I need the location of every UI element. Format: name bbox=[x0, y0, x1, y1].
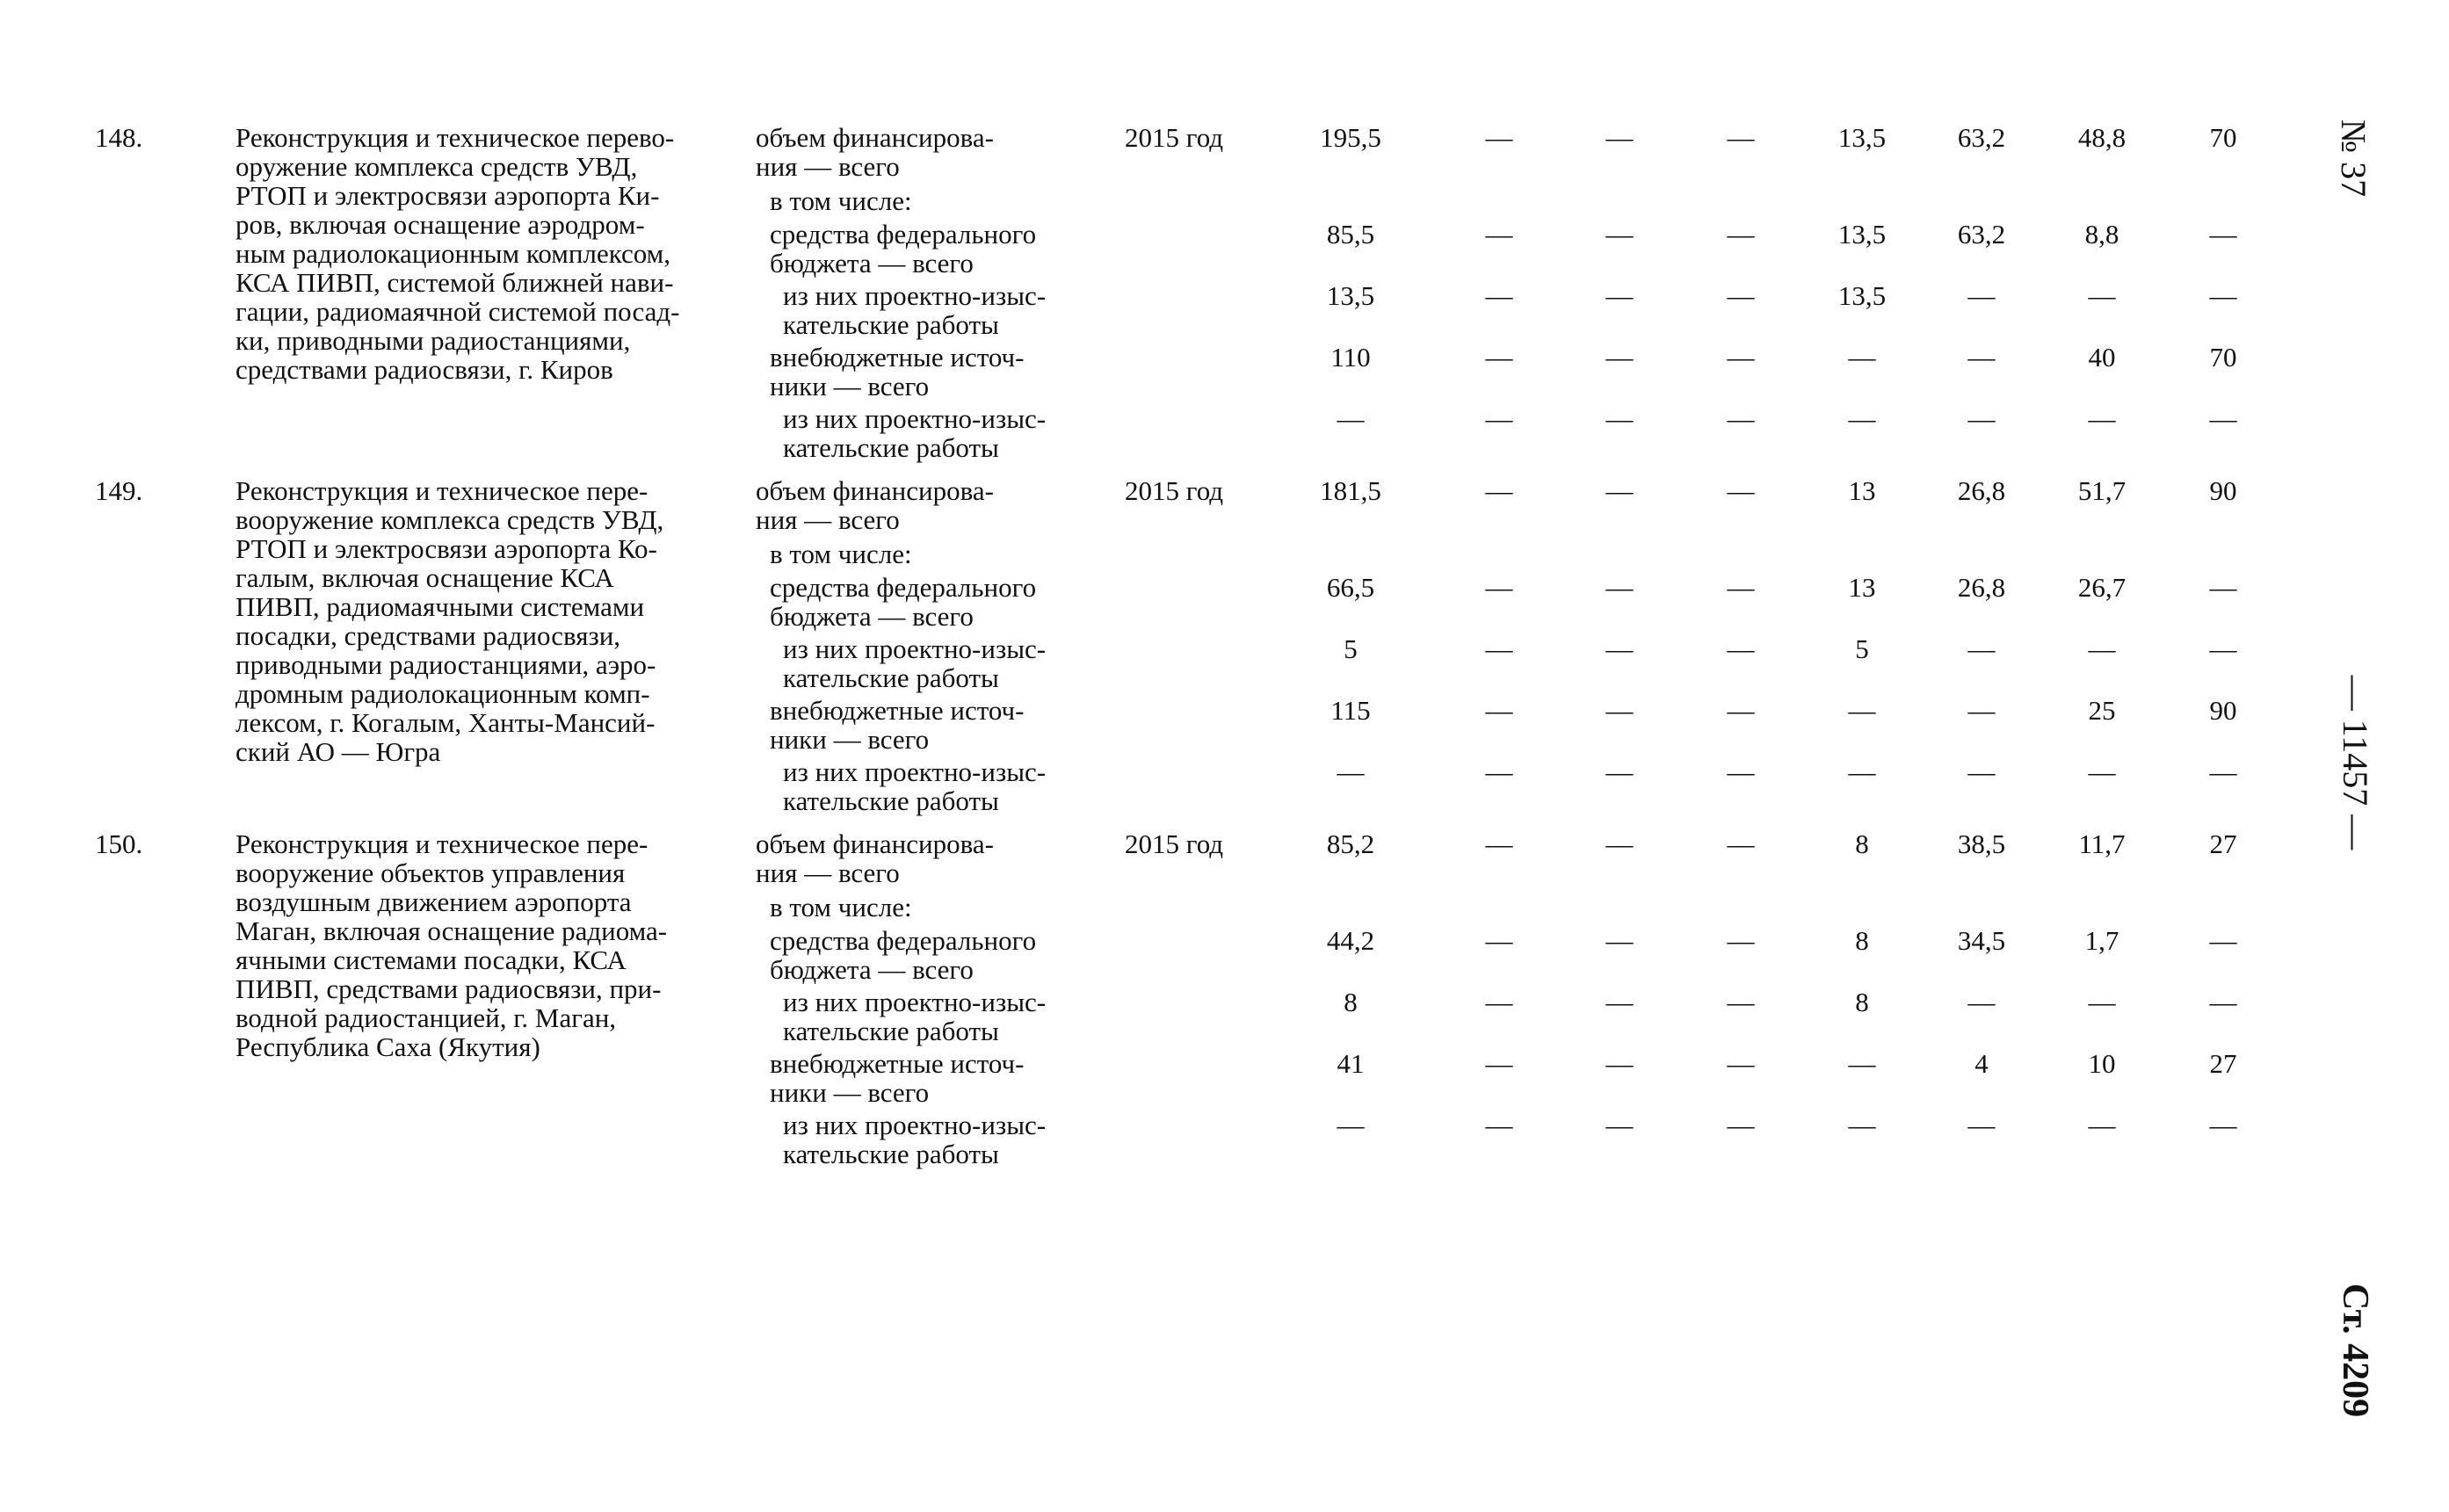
funding-source-label bbox=[783, 757, 1090, 815]
description-line: водной радиостанцией, г. Маган, bbox=[235, 1002, 617, 1033]
funding-label-line: ния — всего bbox=[756, 504, 900, 535]
value-cell: — bbox=[1848, 403, 1876, 434]
value-cell: — bbox=[1485, 987, 1513, 1017]
description-line: дромным радиолокационным комп- bbox=[235, 678, 650, 709]
value-cell: 63,2 bbox=[1957, 122, 2006, 153]
value-cell: — bbox=[1848, 1110, 1876, 1140]
value-cell: — bbox=[1485, 925, 1513, 956]
value-cell: — bbox=[1727, 633, 1755, 664]
value-cell: — bbox=[1967, 633, 1996, 664]
value-cell: 44,2 bbox=[1326, 925, 1375, 956]
funding-label-line: объем финансирова- bbox=[756, 828, 994, 859]
value-cell: — bbox=[2088, 633, 2116, 664]
value-cell: — bbox=[1727, 572, 1755, 603]
value-cell: — bbox=[1848, 1048, 1876, 1079]
funding-label-line: из них проектно-изыс- bbox=[783, 1110, 1047, 1140]
description-line: приводными радиостанциями, аэро- bbox=[235, 649, 656, 680]
description-line: Реконструкция и техническое пере- bbox=[235, 475, 648, 506]
funding-source-label bbox=[770, 343, 1090, 401]
funding-label-line: кательские работы bbox=[783, 662, 999, 693]
value-cell: 13,5 bbox=[1326, 280, 1375, 311]
funding-label-line: из них проектно-изыс- bbox=[783, 633, 1047, 664]
value-cell: 70 bbox=[2209, 122, 2237, 153]
description-line: ным радиолокационным комплексом, bbox=[235, 238, 671, 269]
value-cell: 13,5 bbox=[1837, 219, 1887, 250]
value-cell: 27 bbox=[2209, 1048, 2237, 1079]
value-cell: — bbox=[1967, 342, 1996, 373]
value-cell: — bbox=[2209, 987, 2237, 1017]
description-line: ПИВП, средствами радиосвязи, при- bbox=[235, 973, 662, 1004]
value-cell: — bbox=[2088, 403, 2116, 434]
description-line: Реконструкция и техническое пере- bbox=[235, 828, 648, 859]
funding-source-label bbox=[756, 123, 1090, 181]
description-line: ячными системами посадки, КСА bbox=[235, 944, 627, 975]
description-line: средствами радиосвязи, г. Киров bbox=[235, 354, 613, 385]
value-cell: 13,5 bbox=[1837, 122, 1887, 153]
value-cell: — bbox=[1605, 572, 1634, 603]
value-cell: — bbox=[1967, 756, 1996, 787]
value-cell: 110 bbox=[1330, 342, 1371, 373]
value-cell: — bbox=[1727, 342, 1755, 373]
value-cell: — bbox=[2088, 280, 2116, 311]
value-cell: 85,2 bbox=[1326, 828, 1375, 859]
description-line: галым, включая оснащение КСА bbox=[235, 562, 614, 593]
funding-source-label bbox=[770, 220, 1090, 278]
value-cell: — bbox=[1727, 756, 1755, 787]
description-line: воздушным движением аэропорта bbox=[235, 886, 632, 917]
value-cell: 13 bbox=[1848, 475, 1876, 506]
value-cell: — bbox=[1485, 475, 1513, 506]
value-cell: — bbox=[1485, 633, 1513, 664]
funding-source-label bbox=[770, 539, 1090, 568]
funding-source-label bbox=[756, 476, 1090, 534]
value-cell: — bbox=[2088, 1110, 2116, 1140]
funding-label-line: средства федерального bbox=[770, 572, 1037, 603]
value-cell: — bbox=[1485, 756, 1513, 787]
value-cell: — bbox=[1967, 280, 1996, 311]
value-cell: — bbox=[1337, 756, 1365, 787]
description-line: вооружение комплекса средств УВД, bbox=[235, 504, 664, 535]
funding-label-line: внебюджетные источ- bbox=[770, 342, 1025, 373]
entry-year: 2015 год bbox=[1125, 475, 1224, 506]
funding-label-line: ния — всего bbox=[756, 151, 900, 182]
value-cell: — bbox=[1605, 1110, 1634, 1140]
funding-source-label bbox=[756, 829, 1090, 887]
value-cell: 51,7 bbox=[2077, 475, 2127, 506]
value-cell: — bbox=[1727, 403, 1755, 434]
value-cell: 25 bbox=[2088, 695, 2116, 726]
value-cell: 90 bbox=[2209, 475, 2237, 506]
value-cell: — bbox=[1337, 1110, 1365, 1140]
value-cell: 66,5 bbox=[1326, 572, 1375, 603]
entry-number: 150. bbox=[95, 828, 143, 859]
value-cell: — bbox=[1727, 1048, 1755, 1079]
value-cell: 63,2 bbox=[1957, 219, 2006, 250]
description-line: КСА ПИВП, системой ближней нави- bbox=[235, 267, 674, 298]
funding-label-line: кательские работы bbox=[783, 1139, 999, 1169]
funding-source-label bbox=[783, 634, 1090, 692]
description-line: ПИВП, радиомаячными системами bbox=[235, 591, 645, 622]
value-cell: 40 bbox=[2088, 342, 2116, 373]
value-cell: — bbox=[1727, 925, 1755, 956]
value-cell: — bbox=[1848, 342, 1876, 373]
funding-label-line: средства федерального bbox=[770, 219, 1037, 250]
page-range-number: — 11457 — bbox=[2336, 675, 2375, 850]
value-cell: 41 bbox=[1337, 1048, 1365, 1079]
value-cell: — bbox=[1605, 756, 1634, 787]
funding-label-line: кательские работы bbox=[783, 309, 999, 340]
funding-label-line: из них проектно-изыс- bbox=[783, 280, 1047, 311]
description-line: ров, включая оснащение аэродром- bbox=[235, 209, 645, 240]
value-cell: — bbox=[1727, 695, 1755, 726]
value-cell: 70 bbox=[2209, 342, 2237, 373]
funding-source-label bbox=[770, 573, 1090, 631]
value-cell: — bbox=[1605, 828, 1634, 859]
value-cell: — bbox=[1848, 756, 1876, 787]
funding-label-line: объем финансирова- bbox=[756, 475, 994, 506]
funding-source-label bbox=[783, 1110, 1090, 1168]
funding-label-line: из них проектно-изыс- bbox=[783, 403, 1047, 434]
value-cell: 8 bbox=[1855, 828, 1869, 859]
value-cell: — bbox=[1485, 828, 1513, 859]
entry-number: 149. bbox=[95, 475, 143, 506]
value-cell: 5 bbox=[1855, 633, 1869, 664]
value-cell: 26,8 bbox=[1957, 475, 2006, 506]
value-cell: — bbox=[1337, 403, 1365, 434]
funding-source-label bbox=[770, 926, 1090, 984]
entry-description bbox=[235, 476, 736, 766]
value-cell: — bbox=[1605, 925, 1634, 956]
description-line: ки, приводными радиостанциями, bbox=[235, 325, 631, 356]
value-cell: 8,8 bbox=[2084, 219, 2119, 250]
funding-label-line: бюджета — всего bbox=[770, 248, 974, 279]
value-cell: — bbox=[1727, 987, 1755, 1017]
value-cell: 38,5 bbox=[1957, 828, 2006, 859]
funding-label-line: объем финансирова- bbox=[756, 122, 994, 153]
funding-label-line: кательские работы bbox=[783, 432, 999, 463]
value-cell: 5 bbox=[1344, 633, 1358, 664]
funding-label-line: в том числе: bbox=[770, 185, 912, 216]
funding-label-line: внебюджетные источ- bbox=[770, 695, 1025, 726]
description-line: лексом, г. Когалым, Ханты-Мансий- bbox=[235, 707, 656, 738]
funding-label-line: ники — всего bbox=[770, 371, 930, 402]
funding-source-label bbox=[770, 893, 1090, 922]
value-cell: — bbox=[1605, 219, 1634, 250]
value-cell: 48,8 bbox=[2077, 122, 2127, 153]
value-cell: — bbox=[2088, 987, 2116, 1017]
funding-label-line: кательские работы bbox=[783, 785, 999, 816]
value-cell: 85,5 bbox=[1326, 219, 1375, 250]
funding-label-line: в том числе: bbox=[770, 892, 912, 922]
funding-label-line: бюджета — всего bbox=[770, 954, 974, 985]
value-cell: — bbox=[1848, 695, 1876, 726]
value-cell: — bbox=[1485, 342, 1513, 373]
value-cell: — bbox=[1485, 1110, 1513, 1140]
funding-source-label bbox=[770, 186, 1090, 215]
description-line: Республика Саха (Якутия) bbox=[235, 1031, 540, 1062]
value-cell: — bbox=[2209, 403, 2237, 434]
value-cell: 8 bbox=[1855, 925, 1869, 956]
funding-label-line: средства федерального bbox=[770, 925, 1037, 956]
value-cell: 4 bbox=[1974, 1048, 1989, 1079]
funding-label-line: из них проектно-изыс- bbox=[783, 756, 1047, 787]
value-cell: — bbox=[2088, 756, 2116, 787]
value-cell: — bbox=[1727, 219, 1755, 250]
value-cell: — bbox=[1727, 280, 1755, 311]
value-cell: — bbox=[1485, 1048, 1513, 1079]
value-cell: — bbox=[1727, 828, 1755, 859]
description-line: ский АО — Югра bbox=[235, 736, 441, 767]
value-cell: — bbox=[1485, 219, 1513, 250]
value-cell: 13 bbox=[1848, 572, 1876, 603]
value-cell: — bbox=[1605, 987, 1634, 1017]
issue-number: № 37 bbox=[2334, 119, 2373, 198]
entry-description bbox=[235, 829, 736, 1061]
description-line: вооружение объектов управления bbox=[235, 857, 626, 888]
value-cell: — bbox=[2209, 633, 2237, 664]
value-cell: 13,5 bbox=[1837, 280, 1887, 311]
value-cell: 10 bbox=[2088, 1048, 2116, 1079]
funding-label-line: ники — всего bbox=[770, 1077, 930, 1108]
value-cell: — bbox=[1485, 572, 1513, 603]
value-cell: 26,7 bbox=[2077, 572, 2127, 603]
value-cell: — bbox=[1967, 403, 1996, 434]
value-cell: — bbox=[2209, 925, 2237, 956]
value-cell: — bbox=[1605, 280, 1634, 311]
value-cell: — bbox=[1485, 403, 1513, 434]
value-cell: — bbox=[1727, 475, 1755, 506]
value-cell: — bbox=[1485, 695, 1513, 726]
value-cell: — bbox=[1485, 122, 1513, 153]
value-cell: — bbox=[1967, 1110, 1996, 1140]
value-cell: 1,7 bbox=[2084, 925, 2119, 956]
funding-label-line: из них проектно-изыс- bbox=[783, 987, 1047, 1017]
value-cell: — bbox=[1727, 1110, 1755, 1140]
value-cell: 11,7 bbox=[2078, 828, 2126, 859]
value-cell: — bbox=[1605, 695, 1634, 726]
description-line: гации, радиомаячной системой посад- bbox=[235, 296, 680, 327]
value-cell: 181,5 bbox=[1320, 475, 1381, 506]
description-line: Маган, включая оснащение радиома- bbox=[235, 915, 668, 946]
value-cell: 195,5 bbox=[1320, 122, 1381, 153]
column-number: Ст. 4209 bbox=[2335, 1283, 2375, 1418]
description-line: РТОП и электросвязи аэропорта Ко- bbox=[235, 533, 657, 564]
value-cell: 34,5 bbox=[1957, 925, 2006, 956]
funding-label-line: внебюджетные источ- bbox=[770, 1048, 1025, 1079]
funding-label-line: ники — всего bbox=[770, 724, 930, 755]
description-line: посадки, средствами радиосвязи, bbox=[235, 620, 621, 651]
funding-source-label bbox=[770, 1049, 1090, 1107]
funding-label-line: ния — всего bbox=[756, 857, 900, 888]
value-cell: — bbox=[2209, 756, 2237, 787]
value-cell: — bbox=[2209, 1110, 2237, 1140]
value-cell: — bbox=[1485, 280, 1513, 311]
value-cell: 115 bbox=[1330, 695, 1371, 726]
entry-number: 148. bbox=[95, 122, 143, 153]
funding-source-label bbox=[783, 404, 1090, 462]
entry-year: 2015 год bbox=[1125, 122, 1224, 153]
value-cell: — bbox=[1967, 695, 1996, 726]
value-cell: — bbox=[1967, 987, 1996, 1017]
description-line: РТОП и электросвязи аэропорта Ки- bbox=[235, 180, 660, 211]
value-cell: — bbox=[1605, 633, 1634, 664]
funding-source-label bbox=[770, 696, 1090, 754]
value-cell: — bbox=[1605, 342, 1634, 373]
funding-label-line: бюджета — всего bbox=[770, 601, 974, 632]
value-cell: 26,8 bbox=[1957, 572, 2006, 603]
entry-description bbox=[235, 123, 736, 384]
funding-label-line: кательские работы bbox=[783, 1016, 999, 1046]
funding-label-line: в том числе: bbox=[770, 539, 912, 569]
funding-source-label bbox=[783, 988, 1090, 1045]
entry-year: 2015 год bbox=[1125, 828, 1224, 859]
value-cell: — bbox=[2209, 219, 2237, 250]
value-cell: — bbox=[1605, 122, 1634, 153]
funding-source-label bbox=[783, 281, 1090, 339]
value-cell: — bbox=[2209, 280, 2237, 311]
value-cell: — bbox=[1605, 403, 1634, 434]
value-cell: 8 bbox=[1855, 987, 1869, 1017]
description-line: Реконструкция и техническое перево- bbox=[235, 122, 675, 153]
value-cell: — bbox=[1727, 122, 1755, 153]
value-cell: 90 bbox=[2209, 695, 2237, 726]
value-cell: — bbox=[1605, 1048, 1634, 1079]
value-cell: — bbox=[1605, 475, 1634, 506]
value-cell: 27 bbox=[2209, 828, 2237, 859]
value-cell: 8 bbox=[1344, 987, 1358, 1017]
value-cell: — bbox=[2209, 572, 2237, 603]
description-line: оружение комплекса средств УВД, bbox=[235, 151, 638, 182]
